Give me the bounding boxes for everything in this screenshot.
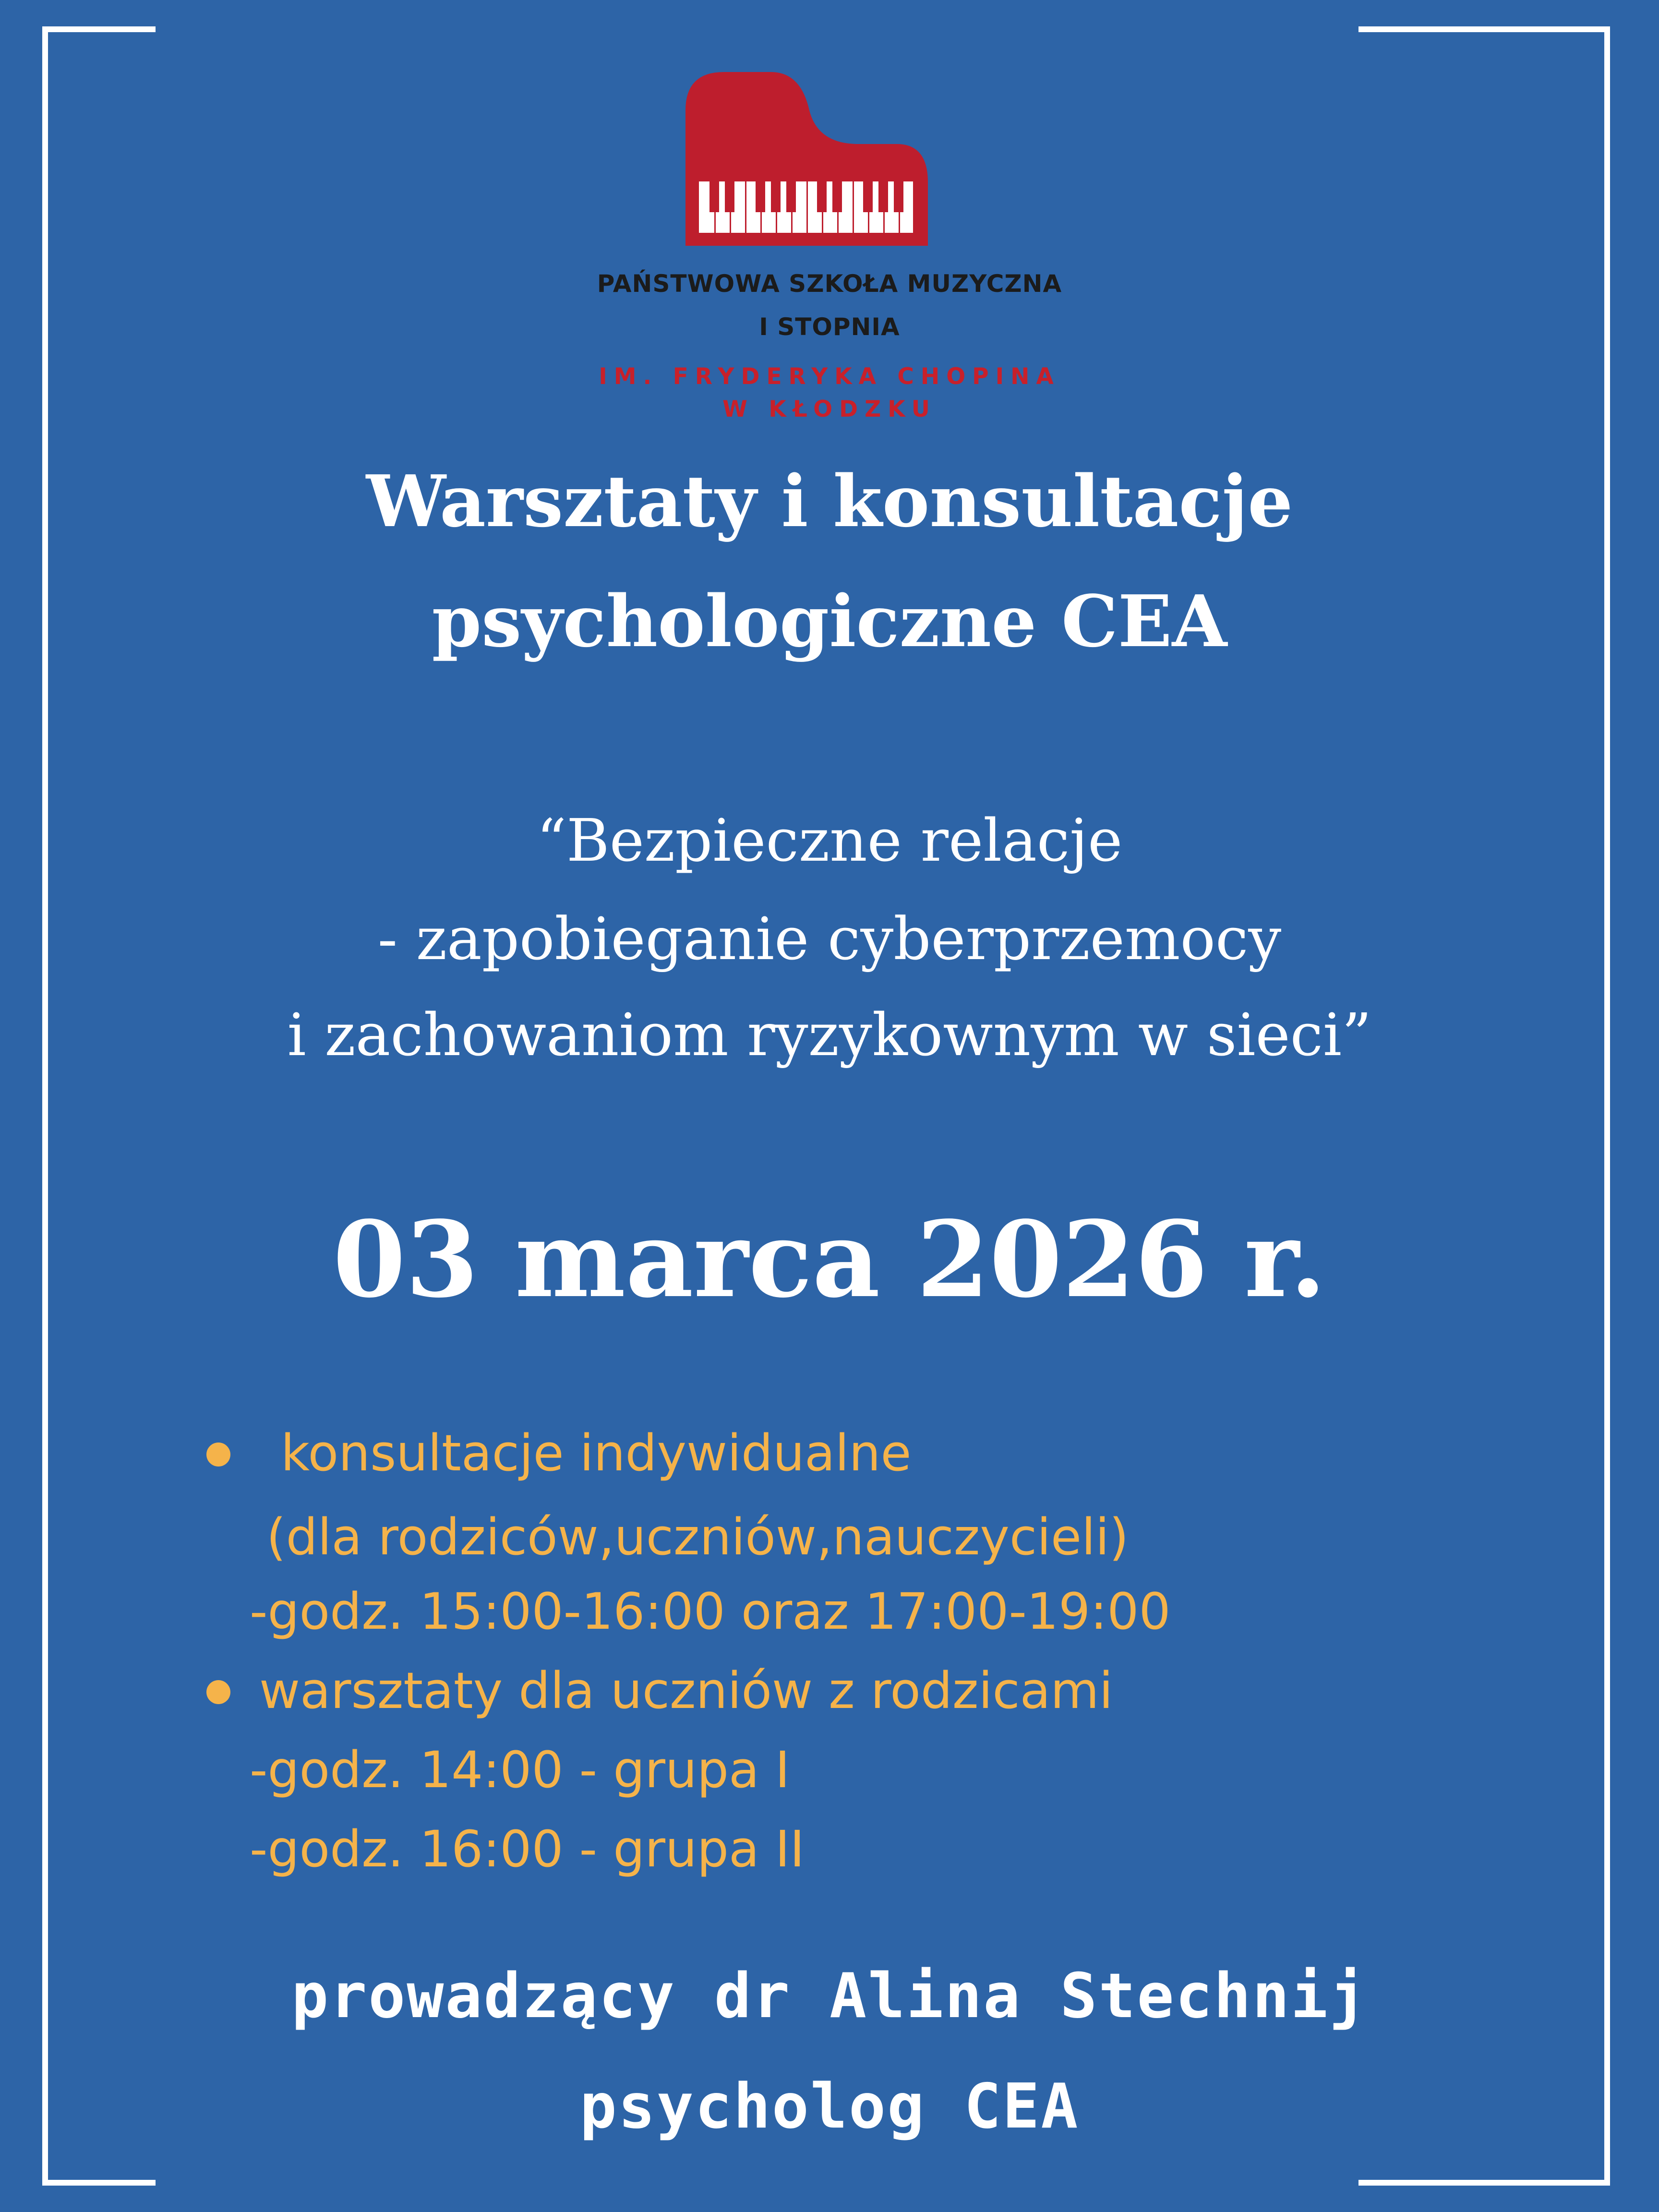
workshop-label: warsztaty dla uczniów z rodzicami bbox=[259, 1661, 1113, 1720]
consultation-label: konsultacje indywidualne bbox=[281, 1424, 912, 1482]
school-patron: IM. FRYDERYKA CHOPINA bbox=[599, 363, 1060, 390]
frame-right bbox=[1604, 26, 1610, 2186]
frame-top-left bbox=[42, 26, 156, 32]
frame-left bbox=[42, 26, 48, 2186]
workshop-group2: -godz. 16:00 - grupa II bbox=[250, 1820, 805, 1878]
frame-top-right bbox=[1358, 26, 1610, 32]
school-name-line2: I STOPNIA bbox=[759, 313, 900, 341]
bullet-icon bbox=[206, 1443, 230, 1467]
consultation-audience: (dla rodziców,uczniów,nauczycieli) bbox=[266, 1508, 1129, 1566]
title-line1: Warsztaty i konsultacje bbox=[366, 459, 1293, 543]
bullet-icon bbox=[206, 1680, 230, 1704]
workshop-group1: -godz. 14:00 - grupa I bbox=[250, 1741, 790, 1799]
title-line2: psychologiczne CEA bbox=[432, 579, 1227, 663]
grand-piano-icon bbox=[685, 72, 928, 246]
frame-bottom-left bbox=[42, 2180, 156, 2186]
subtitle-line3: i zachowaniom ryzykownym w sieci” bbox=[287, 1001, 1372, 1069]
lead-role: psycholog CEA bbox=[579, 2071, 1080, 2142]
school-city: W KŁODZKU bbox=[722, 396, 937, 422]
lead-name: prowadzący dr Alina Stechnij bbox=[291, 1960, 1368, 2032]
event-date: 03 marca 2026 r. bbox=[333, 1198, 1326, 1321]
consultation-hours: -godz. 15:00-16:00 oraz 17:00-19:00 bbox=[250, 1582, 1171, 1641]
subtitle-line1: “Bezpieczne relacje bbox=[536, 806, 1123, 875]
frame-bottom-right bbox=[1358, 2180, 1610, 2186]
school-name-line1: PAŃSTWOWA SZKOŁA MUZYCZNA bbox=[597, 270, 1062, 298]
subtitle-line2: - zapobieganie cyberprzemocy bbox=[377, 905, 1282, 973]
